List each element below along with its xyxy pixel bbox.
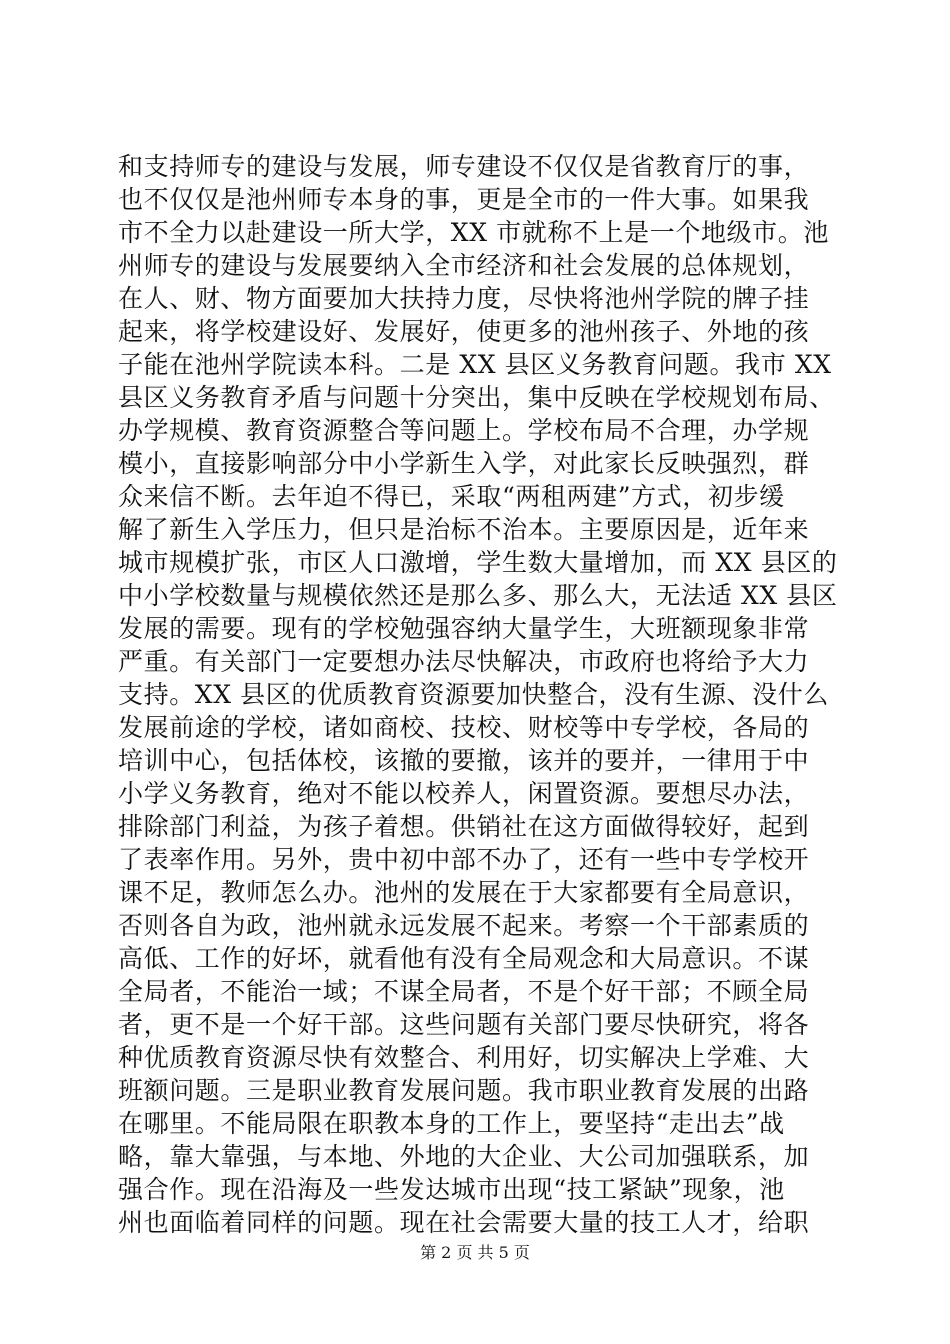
text-line: 县区义务教育矛盾与问题十分突出，集中反映在学校规划布局、 xyxy=(118,383,835,412)
text-line: 城市规模扩张，市区人口激增，学生数大量增加，而 XX 县区的 xyxy=(118,548,838,577)
text-line: 在人、财、物方面要加大扶持力度，尽快将池州学院的牌子挂 xyxy=(118,284,810,313)
text-line: 解了新生入学压力，但只是治标不治本。主要原因是，近年来 xyxy=(118,515,810,544)
text-line: 强合作。现在沿海及一些发达城市出现“技工紧缺”现象，池 xyxy=(118,1175,785,1204)
text-line: 起来，将学校建设好、发展好，使更多的池州孩子、外地的孩 xyxy=(118,317,810,346)
text-line: 全局者，不能治一域；不谋全局者，不是个好干部；不顾全局 xyxy=(118,977,810,1006)
text-line: 了表率作用。另外，贵中初中部不办了，还有一些中专学校开 xyxy=(118,845,810,874)
text-line: 在哪里。不能局限在职教本身的工作上，要坚持“走出去”战 xyxy=(118,1109,785,1138)
text-line: 严重。有关部门一定要想办法尽快解决，市政府也将给予大力 xyxy=(118,647,810,676)
text-line: 州也面临着同样的问题。现在社会需要大量的技工人才，给职 xyxy=(118,1208,810,1237)
text-line: 模小，直接影响部分中小学新生入学，对此家长反映强烈，群 xyxy=(118,449,810,478)
text-line: 小学义务教育，绝对不能以校养人，闲置资源。要想尽办法， xyxy=(118,779,810,808)
text-line: 培训中心，包括体校，该撤的要撤，该并的要并，一律用于中 xyxy=(118,746,810,775)
text-line: 和支持师专的建设与发展，师专建设不仅仅是省教育厅的事， xyxy=(118,152,810,181)
text-line: 中小学校数量与规模依然还是那么多、那么大，无法适 XX 县区 xyxy=(118,581,838,610)
text-line: 办学规模、教育资源整合等问题上。学校布局不合理，办学规 xyxy=(118,416,810,445)
text-line: 州师专的建设与发展要纳入全市经济和社会发展的总体规划， xyxy=(118,251,810,280)
text-line: 发展的需要。现有的学校勉强容纳大量学生，大班额现象非常 xyxy=(118,614,810,643)
page-number-label: 第 2 页 共 5 页 xyxy=(420,1243,530,1262)
text-line: 众来信不断。去年迫不得已，采取“两租两建”方式，初步缓 xyxy=(118,482,785,511)
text-line: 课不足，教师怎么办。池州的发展在于大家都要有全局意识， xyxy=(118,878,810,907)
body-text xyxy=(118,150,838,1239)
text-line: 者，更不是一个好干部。这些问题有关部门要尽快研究，将各 xyxy=(118,1010,810,1039)
text-line: 子能在池州学院读本科。二是 XX 县区义务教育问题。我市 XX xyxy=(118,350,832,379)
text-line: 否则各自为政，池州就永远发展不起来。考察一个干部素质的 xyxy=(118,911,810,940)
text-line: 发展前途的学校，诸如商校、技校、财校等中专学校，各局的 xyxy=(118,713,810,742)
text-line: 略，靠大靠强，与本地、外地的大企业、大公司加强联系，加 xyxy=(118,1142,810,1171)
text-line: 高低、工作的好坏，就看他有没有全局观念和大局意识。不谋 xyxy=(118,944,810,973)
text-line: 支持。XX 县区的优质教育资源要加快整合，没有生源、没什么 xyxy=(118,680,829,709)
page-footer xyxy=(0,1242,950,1264)
text-line: 种优质教育资源尽快有效整合、利用好，切实解决上学难、大 xyxy=(118,1043,810,1072)
text-line: 市不全力以赴建设一所大学，XX 市就称不上是一个地级市。池 xyxy=(118,218,829,247)
text-line: 排除部门利益，为孩子着想。供销社在这方面做得较好，起到 xyxy=(118,812,810,841)
text-line: 也不仅仅是池州师专本身的事，更是全市的一件大事。如果我 xyxy=(118,185,810,214)
text-line: 班额问题。三是职业教育发展问题。我市职业教育发展的出路 xyxy=(118,1076,810,1105)
